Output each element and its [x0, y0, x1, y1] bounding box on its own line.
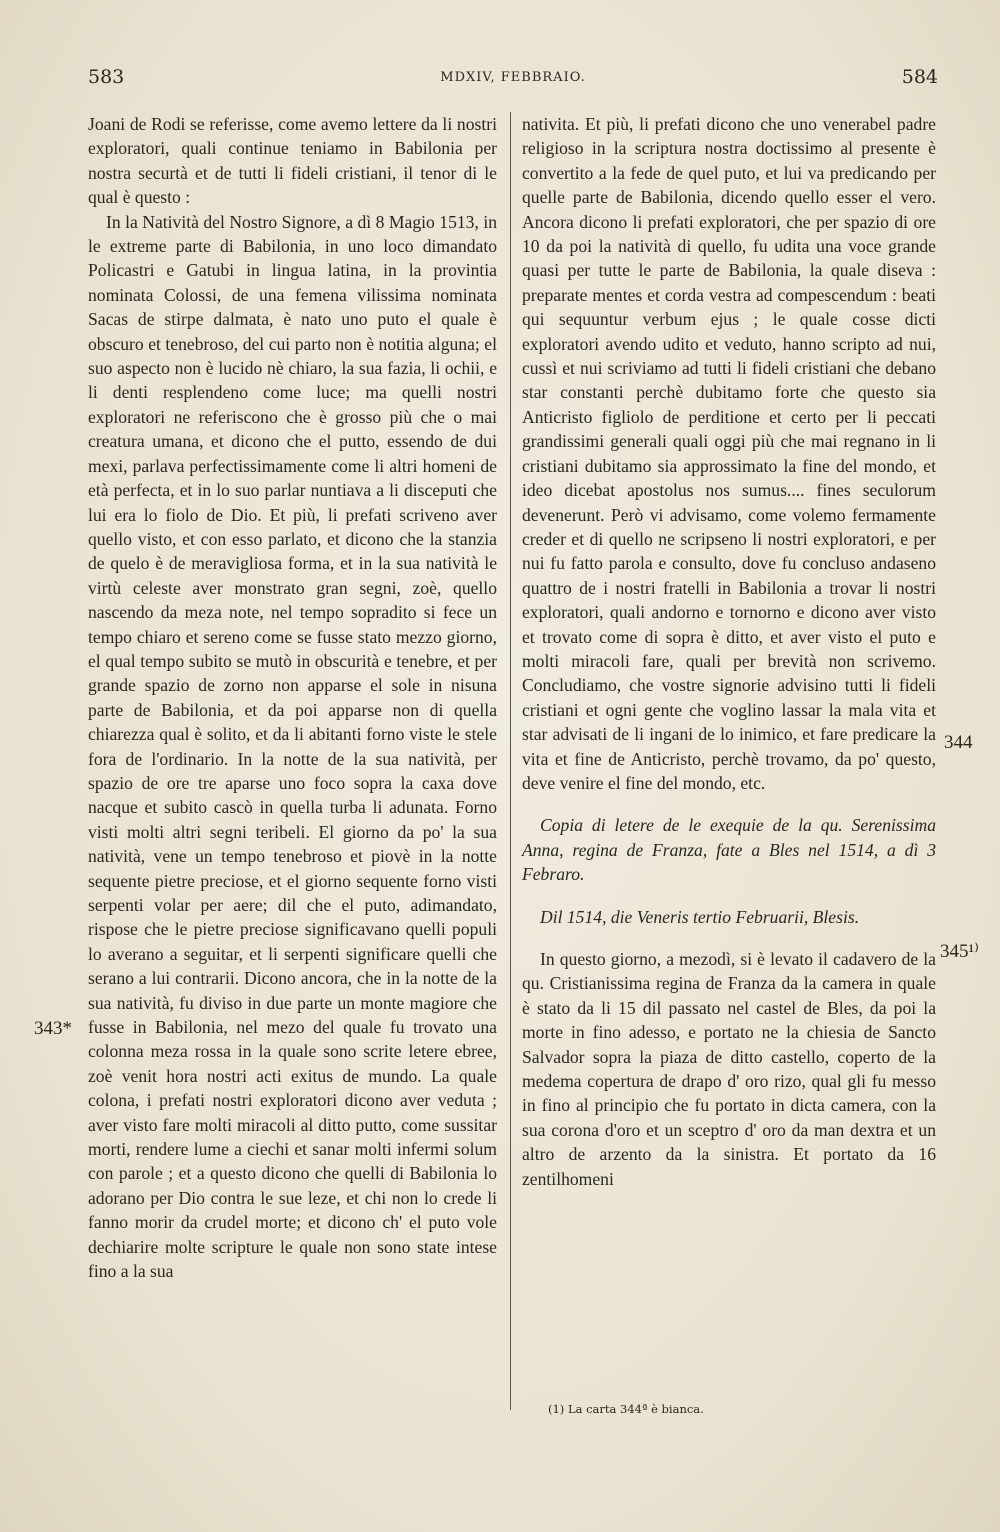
left-column — [88, 112, 497, 1284]
margin-note-343: 343* — [34, 1018, 72, 1039]
right-column — [522, 112, 936, 1191]
running-head: MDXIV, FEBBRAIO. — [440, 70, 586, 85]
page-number-right: 584 — [901, 66, 938, 88]
page-number-left: 583 — [88, 66, 125, 88]
column-divider — [510, 112, 511, 1410]
page-header — [88, 66, 938, 96]
right-paragraph-1: nativita. Et più, li prefati dicono che uno venerabel padre religioso in la scriptura nostra doctissimo al presente è convertito a la fede de quel puto, et lui va predicando per quelle parte de Babilonia, dicendo quello esser el vero. Ancora dicono li prefati exploratori, che per spazio di ore 10 da poi la natività di quello, fu udita una voce grande quasi per tutte le parte de Babilonia, la quale diseva : preparate mentes et corda vestra ad compescendum : beati qui sequuntur verbum ejus ; le quale cosse dicti exploratori avendo udito et veduto, hanno scripto ad nui, cussì et nui scriviamo ad tutti li fideli cristiani che debano star constanti perchè dubitamo forte che questo sia Anticristo figliolo de perditione et certo per li peccati grandissimi generali quali oggi più che mai regnano in li cristiani dubitamo sia approssimato la fine del mondo, et ideo dicebat apostolus nos sumus.... fines seculorum devenerunt. Però vi advisamo, come volemo fermamente creder et di quello ne scripseno li nostri exploratori, e per nui fu fatto parola e consulto, dove fu concluso andaseno quattro de i nostri fratelli in Babilonia a trovar li nostri exploratori, quali andorno e tornorno e dicono aver visto et trovato come di sopra è ditto, et aver visto el puto e molti miracoli fare, quali per brevità non scrivemo. Concludiamo, che vostre signorie advisino tutti li fideli cristiani et ogni gente che voglino lassar la mala vita et star advisati de li ingani de lo inimico, et fare predicare la vita et fine de Anticristo, perchè trovamo, da po' questo, deve venire el fine del mondo, etc. — [522, 114, 936, 793]
dateline: Dil 1514, die Veneris tertio Februarii, Blesis. — [540, 906, 860, 927]
margin-note-344: 344 — [944, 732, 973, 753]
section-heading: Copia di letere de le exequie de la qu. Serenissima Anna, regina de Franza, fate a Bles nel 1514, a dì 3 Febraro. — [522, 815, 936, 885]
right-paragraph-2: In questo giorno, a mezodì, si è levato il cadavero de la qu. Cristianissima regina de Franza da la camera in quale è stato da li 15 dil passato nel castel de Bles, da poi la morte in fino adesso, e portato ne la chiesia de Sancto Salvador sopra la piaza de ditto castello, coperto de la medema copertura de drapo d' oro rizo, qual gli fu messo in fino al principio che fu portato in dicta camera, con la sua corona d'oro et un sceptro d' oro da man dextra et un altro de arzento da la sinistra. Et portato da 16 zentilhomeni — [522, 949, 936, 1189]
margin-note-345: 345¹⁾ — [940, 941, 979, 962]
left-paragraph-2: In la Natività del Nostro Signore, a dì 8 Magio 1513, in le extreme parte di Babilonia, in uno loco dimandato Policastri e Gatubi in lingua latina, in la provintia nominata Colossi, de una femena vilissima nominata Sacas de stirpe dalmata, è nato uno puto el quale è obscuro et tenebroso, del cui parto non è notitia alguna; el suo aspecto non è lucido nè chiaro, la sua fazia, li ochii, e li denti resplendeno come luce; ma quelli nostri exploratori ne referiscono che è grosso più che o mai creatura umana, et dicono che el putto, essendo de dui mexi, parlava perfectissimamente come li altri homeni de età perfecta, et in lo suo parlar nuntiava a li disceputi che lui era lo fiolo de Dio. Et più, li prefati scriveno aver quello visto, et con esso parlato, et dicono che la stanzia de quelo è de meravigliosa forma, et in la sua natività le virtù celeste aver monstrato gran segni, zoè, quello nascendo da meza note, nel tempo sopradito si fece un tempo chiaro et sereno come se fusse stato mezzo giorno, el qual tempo subito se mutò in obscurità e tenebre, et per grande spazio de zorno non apparse el sole in nisuna parte de Babilonia, et da poi apparse non di quella chiarezza qual è solito, et da li abitanti forno viste le stele fora de l'ordinario. In la notte de la sua natività, per spazio de ore tre aparse uno foco sopra la caxa dove nacque et subito cascò in quella turba li adunata. Forno visti molti altri segni teribeli. El giorno da po' la sua natività, vene un tempo tenebroso et piovè in la notte sequente pietre preciose, et el giorno sequente forno visti serpenti volar per aere; dil che el puto, adimandato, rispose che le pietre preciose significavano quelli populi lo averano a seguitar, et li serpenti significare quelli che serano a lui contrarii. Dicono ancora, che in la notte de la sua natività, fu diviso in due parte un monte magiore che fusse in Babilonia, nel mezo del quale fu trovato una colonna meza rossa in la quale sono scrite letere ebree, zoè venit hora nostri acti exitus de mundo. La quale colona, i prefati nostri exploratori dicono aver veduta ; aver visto fare molti miracoli al ditto putto, come sussitar morti, rendere lume a ciechi et sanar molti infermi solum con parole ; et a questo dicono che quelli di Babilonia lo adorano per Dio contra le sue leze, et chi non lo crede li fanno morir da crudel morte; et dicono ch' el puto vole dechiarire molte scripture le quale non sono state intese fino a la sua — [88, 211, 497, 1282]
footnote: (1) La carta 344ª è bianca. — [548, 1402, 704, 1416]
left-paragraph-1: Joani de Rodi se referisse, come avemo lettere da li nostri exploratori, quali continue teniamo in Babilonia per nostra securtà et de tutti li fideli cristiani, il tenor di le qual è questo : — [88, 114, 497, 208]
